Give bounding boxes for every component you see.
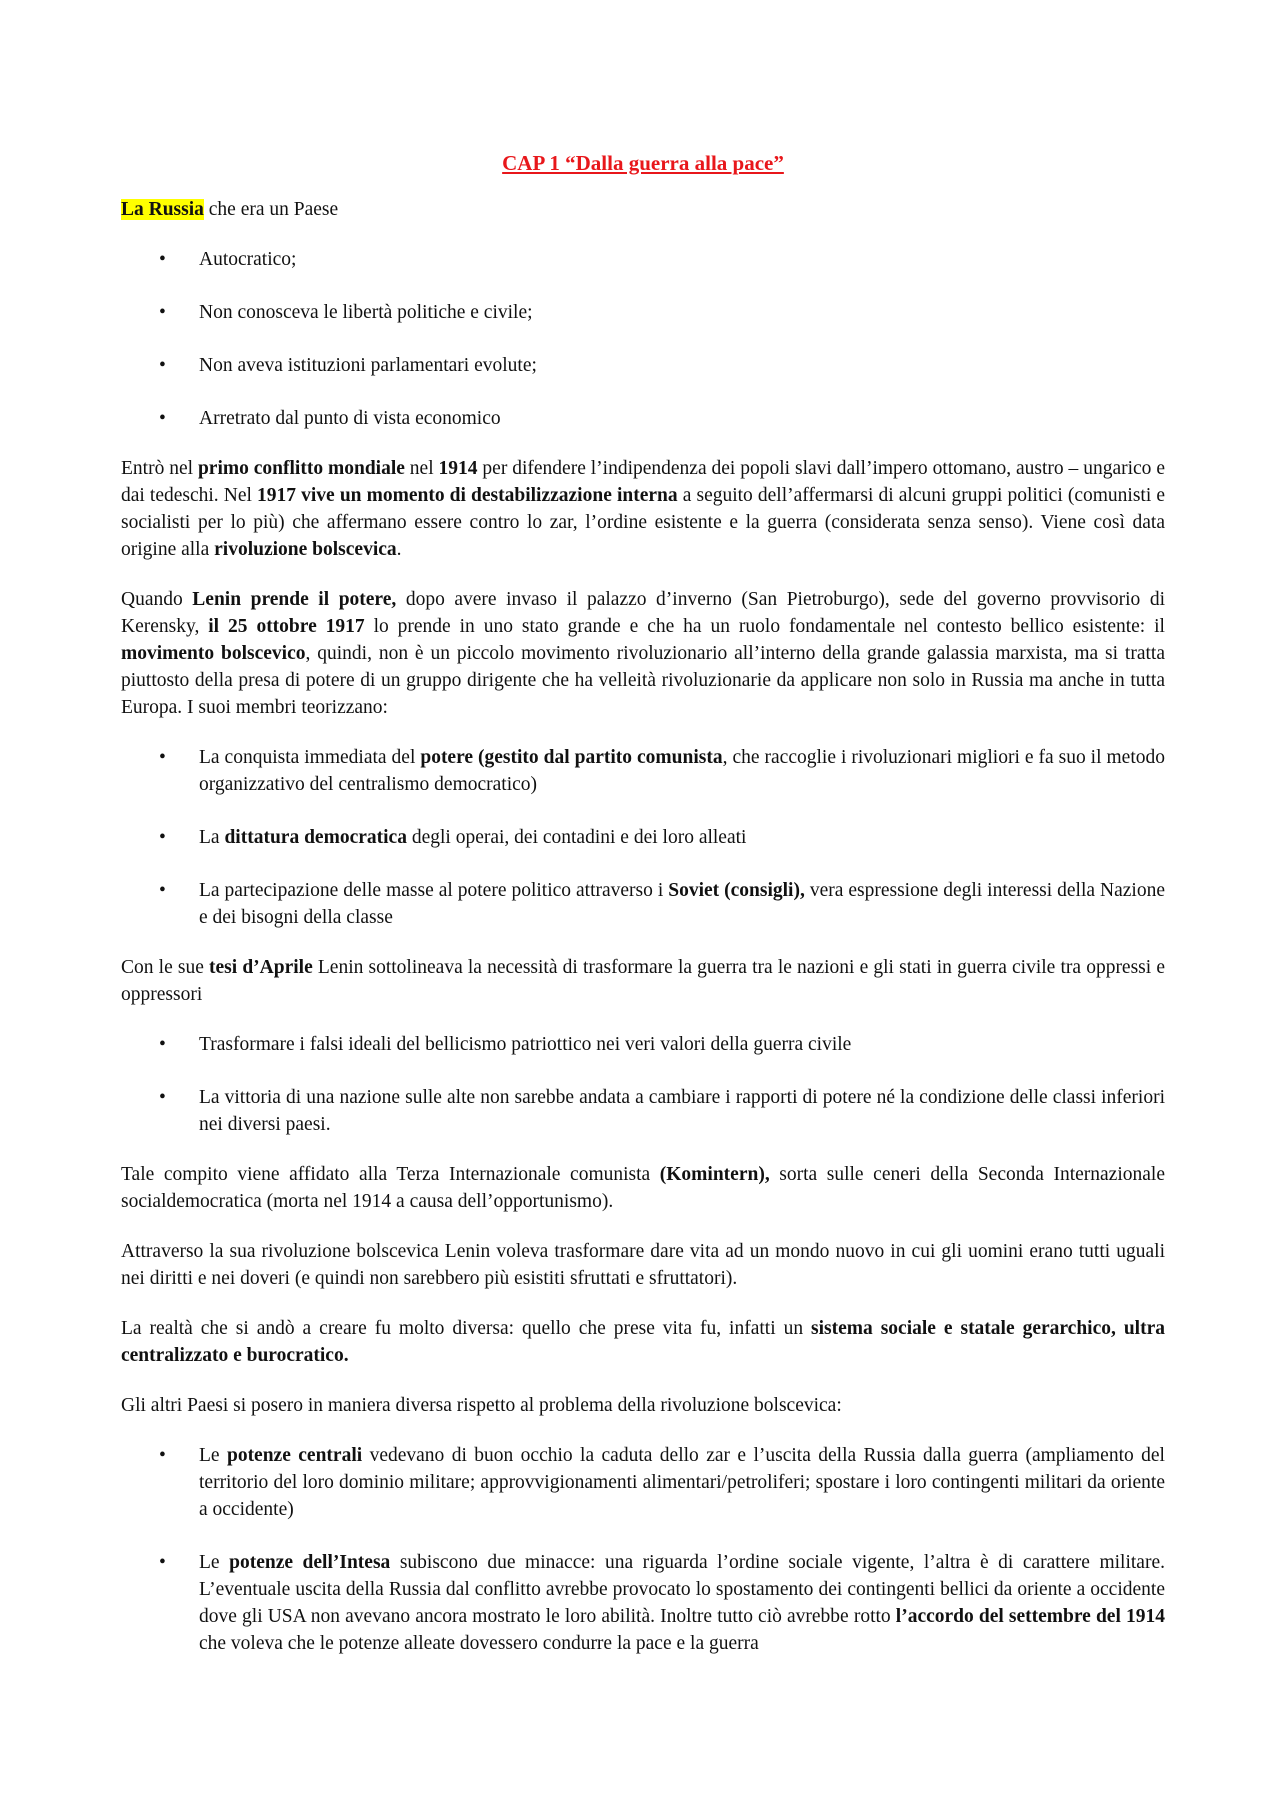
list-item: • La partecipazione delle masse al potere politico attraverso i Soviet (consigli), vera espressione degli interessi della Nazione e dei bisogni della classe <box>121 877 1165 931</box>
bullet-icon: • <box>159 302 166 323</box>
bullet-icon: • <box>159 1034 166 1055</box>
paragraph-other-countries: Gli altri Paesi si posero in maniera diversa rispetto al problema della rivoluzione bolscevica: <box>121 1395 842 1416</box>
list-item: • Autocratico; <box>121 246 1165 273</box>
list-item: • Trasformare i falsi ideali del bellicismo patriottico nei veri valori della guerra civile <box>121 1031 1165 1058</box>
intro-paragraph: La Russia che era un Paese <box>121 199 339 220</box>
paragraph-april-theses: Con le sue tesi d’Aprile Lenin sottolineava la necessità di trasformare la guerra tra le nazioni e gli stati in guerra civile tra oppressi e oppressori <box>121 957 1165 1005</box>
list-item: • Le potenze dell’Intesa subiscono due minacce: una riguarda l’ordine sociale vigente, l’altra è di carattere militare. L’eventuale uscita della Russia dal conflitto avrebbe provocato lo spostamento dei contingenti bellici da oriente a occidente dove gli USA non avevano ancora mostrato le loro abilità. Inoltre tutto ciò avrebbe rotto l’accordo del settembre del 1914 che voleva che le potenze alleate dovessero condurre la pace e la guerra <box>121 1549 1165 1657</box>
paragraph-new-world: Attraverso la sua rivoluzione bolscevica Lenin voleva trasformare dare vita ad un mondo nuovo in cui gli uomini erano tutti uguali nei diritti e nei doveri (e quindi non sarebbero più esistiti sfruttati e sfruttatori). <box>121 1241 1165 1289</box>
bullet-icon: • <box>159 1087 166 1108</box>
bullet-list-theories <box>121 744 1165 931</box>
document-body <box>121 148 1165 1680</box>
chapter-title: CAP 1 “Dalla guerra alla pace” <box>502 151 784 175</box>
highlighted-text: La Russia <box>121 199 204 220</box>
bullet-icon: • <box>159 747 166 768</box>
paragraph-lenin: Quando Lenin prende il potere, dopo avere invaso il palazzo d’inverno (San Pietroburgo), sede del governo provvisorio di Kerensky, il 25 ottobre 1917 lo prende in uno stato grande e che ha un ruolo fondamentale nel contesto bellico esistente: il movimento bolscevico, quindi, non è un piccolo movimento rivoluzionario all’interno della grande galassia marxista, ma si tratta piuttosto della presa di potere di un gruppo dirigente che ha velleità rivoluzionarie da applicare non solo in Russia ma anche in tutta Europa. I suoi membri teorizzano: <box>121 589 1165 718</box>
paragraph-komintern: Tale compito viene affidato alla Terza Internazionale comunista (Komintern), sorta sulle ceneri della Seconda Internazionale socialdemocratica (morta nel 1914 a causa dell’opportunismo). <box>121 1164 1165 1212</box>
list-item: • La vittoria di una nazione sulle alte non sarebbe andata a cambiare i rapporti di potere né la condizione delle classi inferiori nei diversi paesi. <box>121 1084 1165 1138</box>
paragraph-first-war: Entrò nel primo conflitto mondiale nel 1914 per difendere l’indipendenza dei popoli slavi dall’impero ottomano, austro – ungarico e dai tedeschi. Nel 1917 vive un momento di destabilizzazione interna a seguito dell’affermarsi di alcuni gruppi politici (comunisti e socialisti per lo più) che affermano essere contro lo zar, l’ordine esistente e la guerra (considerata senza senso). Viene così data origine alla rivoluzione bolscevica. <box>121 458 1166 560</box>
bullet-list-russia <box>121 246 1165 432</box>
bullet-icon: • <box>159 249 166 270</box>
list-item: • La conquista immediata del potere (gestito dal partito comunista, che raccoglie i rivoluzionari migliori e fa suo il metodo organizzativo del centralismo democratico) <box>121 744 1165 798</box>
bullet-icon: • <box>159 355 166 376</box>
bullet-icon: • <box>159 1445 166 1466</box>
list-item: • Arretrato dal punto di vista economico <box>121 405 1165 432</box>
bullet-list-powers <box>121 1442 1165 1657</box>
list-item: • La dittatura democratica degli operai, dei contadini e dei loro alleati <box>121 824 1165 851</box>
paragraph-reality: La realtà che si andò a creare fu molto diversa: quello che prese vita fu, infatti un sistema sociale e statale gerarchico, ultra centralizzato e burocratico. <box>121 1318 1165 1366</box>
bullet-icon: • <box>159 1552 166 1573</box>
list-item: • Non conosceva le libertà politiche e civile; <box>121 299 1165 326</box>
bullet-icon: • <box>159 827 166 848</box>
bullet-list-civil-war <box>121 1031 1165 1138</box>
list-item: • Non aveva istituzioni parlamentari evolute; <box>121 352 1165 379</box>
bullet-icon: • <box>159 880 166 901</box>
list-item: • Le potenze centrali vedevano di buon occhio la caduta dello zar e l’uscita della Russia dalla guerra (ampliamento del territorio del loro dominio militare; approvvigionamenti alimentari/petroliferi; spostare i loro contingenti militari da oriente a occidente) <box>121 1442 1165 1523</box>
bullet-icon: • <box>159 408 166 429</box>
